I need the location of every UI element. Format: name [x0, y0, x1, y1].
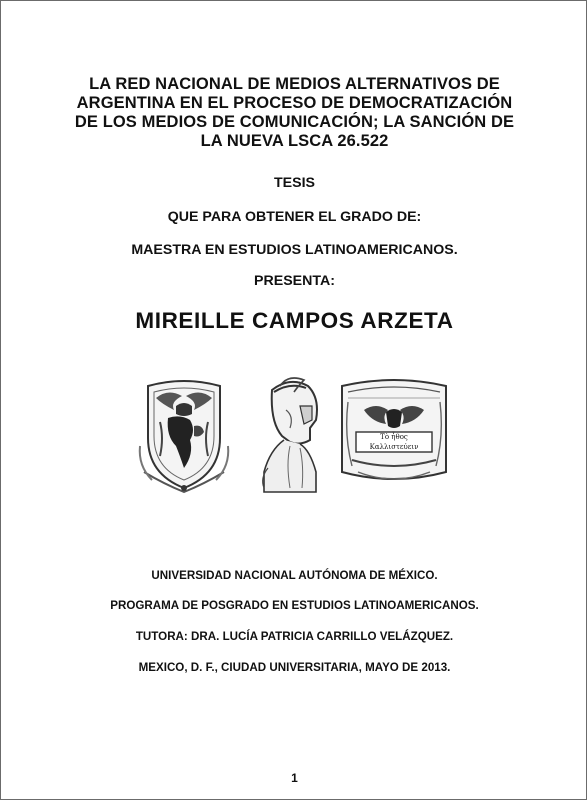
advisor-name: TUTORA: DRA. LUCÍA PATRICIA CARRILLO VELÁZQUEZ. [135, 630, 454, 643]
ffyl-motto: Τὸ ἦθος [380, 433, 408, 441]
title-line-4: LA NUEVA LSCA 26.522 [200, 132, 389, 150]
svg-text:Καλλιστεύειν: Καλλιστεύειν [369, 443, 419, 451]
degree-name: MAESTRA EN ESTUDIOS LATINOAMERICANOS. [131, 242, 458, 258]
degree-intro: QUE PARA OBTENER EL GRADO DE: [167, 209, 422, 225]
program-name: PROGRAMA DE POSGRADO EN ESTUDIOS LATINOAMERICANOS. [110, 599, 479, 612]
ffyl-emblem-icon [334, 376, 454, 494]
title-line-3: DE LOS MEDIOS DE COMUNICACIÓN; LA SANCIÓN DE [74, 113, 515, 131]
page-number: 1 [291, 771, 298, 785]
title-line-2: ARGENTINA EN EL PROCESO DE DEMOCRATIZACIÓN [76, 94, 513, 112]
title-line-1: LA RED NACIONAL DE MEDIOS ALTERNATIVOS DE [89, 75, 500, 93]
author-name: MIREILLE CAMPOS ARZETA [135, 308, 454, 333]
place-date: MEXICO, D. F., CIUDAD UNIVERSITARIA, MAYO DE 2013. [138, 661, 451, 674]
university-name: UNIVERSIDAD NACIONAL AUTÓNOMA DE MÉXICO. [151, 569, 438, 582]
tesis-label: TESIS [274, 175, 315, 191]
presenta-label: PRESENTA: [254, 273, 335, 289]
thesis-title [1, 75, 587, 151]
athena-helmet-icon [250, 376, 330, 494]
unam-coat-of-arms-icon [134, 376, 234, 494]
institution-emblems [134, 376, 454, 494]
